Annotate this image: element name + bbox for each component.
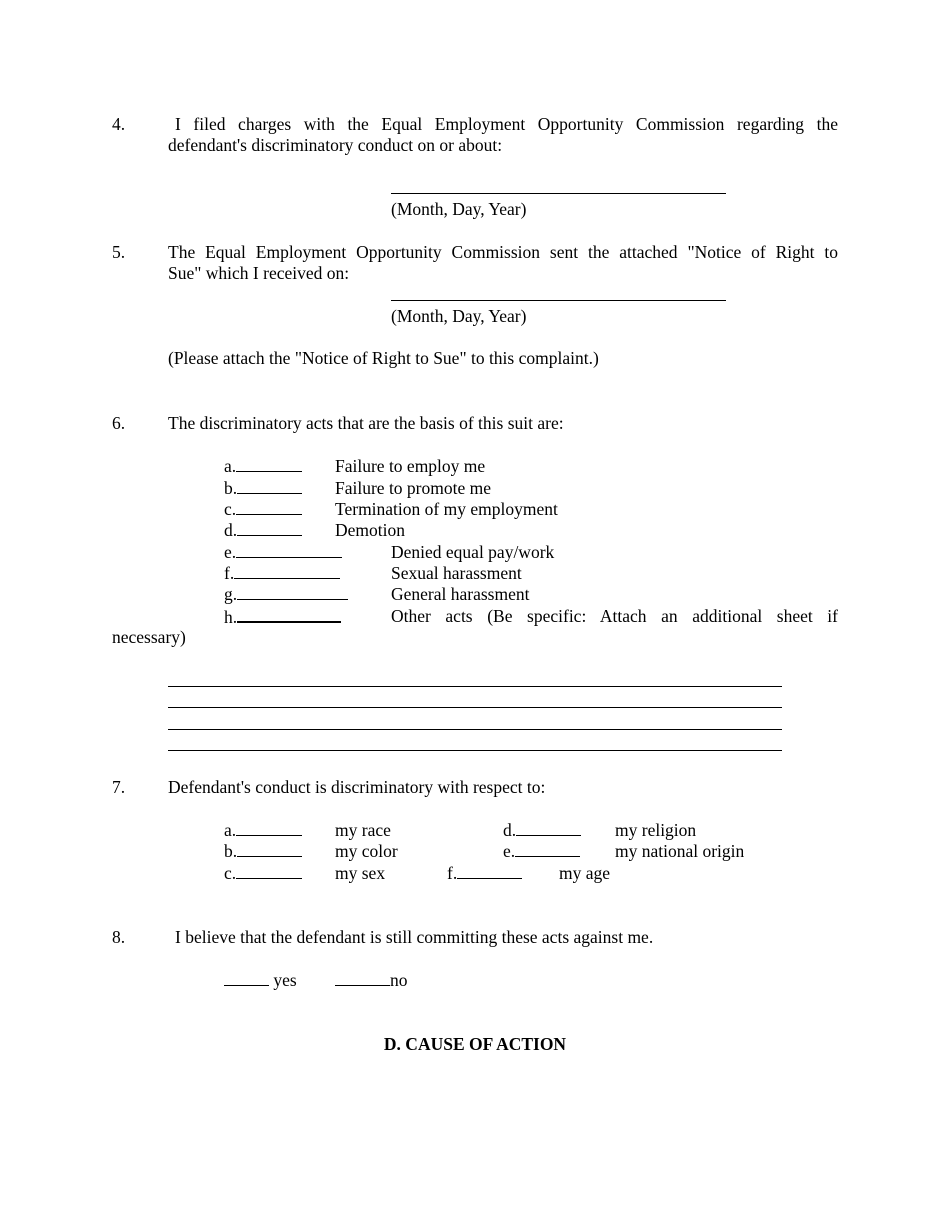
- item-7-number: 7.: [112, 777, 126, 797]
- item-7-option-d: d.: [503, 820, 581, 841]
- item-6-number: 6.: [112, 413, 126, 433]
- item-4-date-caption: (Month, Day, Year): [391, 199, 527, 219]
- item-7-option-a-label: my race: [335, 820, 391, 840]
- item-6-option-c: c.: [224, 499, 302, 520]
- check-blank[interactable]: [236, 820, 302, 836]
- item-6-option-h: h.: [224, 606, 341, 628]
- item-7-option-b: b.: [224, 841, 302, 862]
- item-6-option-c-label: Termination of my employment: [335, 499, 558, 519]
- item-6-option-d-label: Demotion: [335, 520, 405, 540]
- item-6-option-d: d.: [224, 520, 302, 541]
- item-6-option-h-label: Other acts (Be specific: Attach an additional sheet if: [391, 606, 838, 626]
- item-6-option-h-continuation: necessary): [112, 627, 186, 647]
- item-6-specify-line-4[interactable]: [168, 750, 782, 751]
- item-4-text-line1: I filed charges with the Equal Employment Opportunity Commission regarding the: [175, 114, 838, 134]
- item-7-option-b-label: my color: [335, 841, 398, 861]
- item-6-option-e: e.: [224, 542, 342, 563]
- item-6-option-f: f.: [224, 563, 340, 584]
- item-8-number: 8.: [112, 927, 126, 947]
- check-blank[interactable]: [515, 841, 580, 857]
- item-6-option-e-label: Denied equal pay/work: [391, 542, 555, 562]
- item-5-text-line1: The Equal Employment Opportunity Commission sent the attached "Notice of Right to: [168, 242, 838, 262]
- check-blank[interactable]: [236, 542, 342, 558]
- item-5-text-line2: Sue" which I received on:: [168, 263, 350, 283]
- item-6-option-f-label: Sexual harassment: [391, 563, 522, 583]
- item-7-option-d-label: my religion: [615, 820, 697, 840]
- item-6-specify-line-2[interactable]: [168, 707, 782, 708]
- check-blank[interactable]: [234, 563, 340, 579]
- check-blank[interactable]: [237, 841, 302, 857]
- item-7-option-c-label: my sex: [335, 863, 386, 883]
- section-heading-cause-of-action: D. CAUSE OF ACTION: [383, 1034, 567, 1054]
- item-5-number: 5.: [112, 242, 126, 262]
- item-8-no-option: [335, 970, 408, 991]
- item-4-text-line2: defendant's discriminatory conduct on or about:: [168, 135, 503, 155]
- item-4-date-field[interactable]: [391, 193, 726, 194]
- item-8-text: I believe that the defendant is still committing these acts against me.: [175, 927, 654, 947]
- item-5-date-field[interactable]: [391, 300, 726, 301]
- item-6-specify-line-1[interactable]: [168, 686, 782, 687]
- check-blank[interactable]: [237, 520, 302, 536]
- item-7-option-f: f.: [447, 863, 522, 884]
- item-7-option-a: a.: [224, 820, 302, 841]
- check-blank[interactable]: [236, 499, 302, 515]
- item-5-attach-note: (Please attach the "Notice of Right to Sue" to this complaint.): [168, 348, 599, 368]
- item-6-option-g-label: General harassment: [391, 584, 530, 604]
- item-6-option-a-label: Failure to employ me: [335, 456, 486, 476]
- item-6-option-b: b.: [224, 478, 302, 499]
- item-7-option-c: c.: [224, 863, 302, 884]
- check-blank[interactable]: [237, 478, 302, 494]
- check-blank[interactable]: [457, 863, 522, 879]
- no-blank[interactable]: [335, 970, 390, 986]
- check-blank[interactable]: [236, 863, 302, 879]
- item-7-text: Defendant's conduct is discriminatory with respect to:: [168, 777, 546, 797]
- item-6-option-b-label: Failure to promote me: [335, 478, 492, 498]
- item-6-text: The discriminatory acts that are the basis of this suit are:: [168, 413, 564, 433]
- yes-blank[interactable]: [224, 970, 269, 986]
- check-blank[interactable]: [237, 584, 348, 600]
- check-blank[interactable]: [236, 456, 302, 472]
- item-7-option-e-label: my national origin: [615, 841, 745, 861]
- item-6-option-g: g.: [224, 584, 348, 605]
- item-6-specify-line-3[interactable]: [168, 729, 782, 730]
- item-7-option-e: e.: [503, 841, 580, 862]
- item-5-date-caption: (Month, Day, Year): [391, 306, 527, 326]
- item-6-option-a: a.: [224, 456, 302, 477]
- check-blank[interactable]: [516, 820, 581, 836]
- item-4-number: 4.: [112, 114, 126, 134]
- item-7-option-f-label: my age: [559, 863, 611, 883]
- item-8-yes-option: [224, 970, 297, 991]
- check-blank[interactable]: [237, 606, 341, 623]
- no-label: no: [390, 970, 408, 990]
- yes-label: yes: [273, 970, 297, 990]
